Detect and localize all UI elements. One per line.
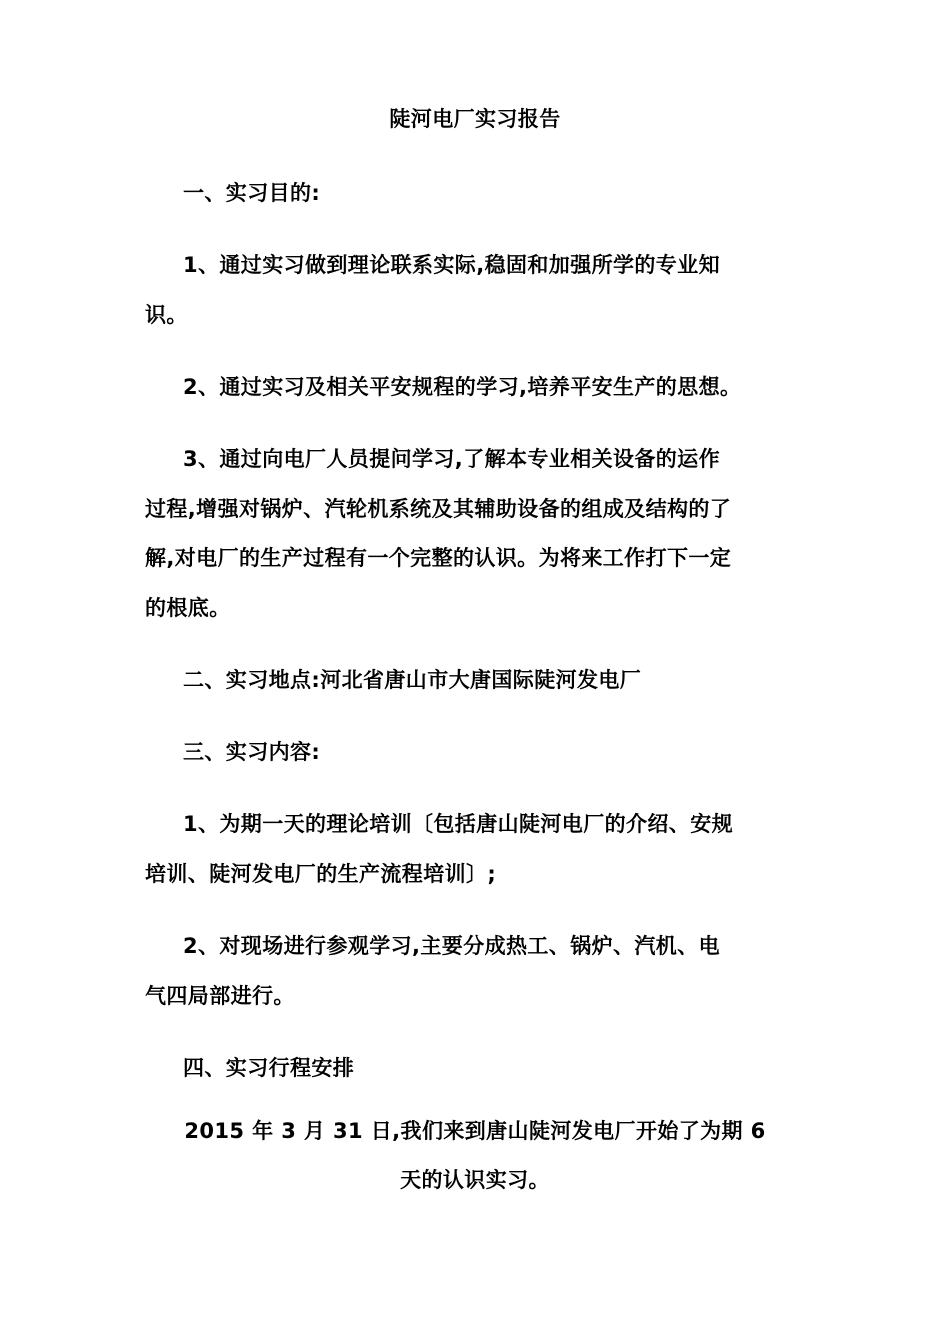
paragraph-line: 气四局部进行。 xyxy=(145,984,295,1008)
section-heading-schedule: 四、实习行程安排 xyxy=(183,1056,355,1080)
paragraph-line: 2、通过实习及相关平安规程的学习,培养平安生产的思想。 xyxy=(183,375,742,399)
section-heading-purpose: 一、实习目的: xyxy=(183,181,321,205)
paragraph-line: 的根底。 xyxy=(145,596,231,620)
paragraph-line: 2、对现场进行参观学习,主要分成热工、锅炉、汽机、电 xyxy=(183,934,720,958)
paragraph-line: 过程,增强对锅炉、汽轮机系统及其辅助设备的组成及结构的了 xyxy=(145,497,732,521)
paragraph-line: 解,对电厂的生产过程有一个完整的认识。为将来工作打下一定 xyxy=(145,546,732,570)
paragraph-line: 1、为期一天的理论培训〔包括唐山陡河电厂的介绍、安规 xyxy=(183,812,734,836)
section-heading-content: 三、实习内容: xyxy=(183,740,321,764)
paragraph-line: 识。 xyxy=(145,303,188,327)
paragraph-line: 2015 年 3 月 31 日,我们来到唐山陡河发电厂开始了为期 6 xyxy=(184,1119,766,1143)
paragraph-line: 天的认识实习。 xyxy=(400,1168,550,1192)
paragraph-line: 1、通过实习做到理论联系实际,稳固和加强所学的专业知 xyxy=(183,253,720,277)
paragraph-line: 3、通过向电厂人员提问学习,了解本专业相关设备的运作 xyxy=(183,447,720,471)
document-title: 陡河电厂实习报告 xyxy=(389,107,561,131)
section-heading-location: 二、实习地点:河北省唐山市大唐国际陡河发电厂 xyxy=(183,668,642,692)
paragraph-line: 培训、陡河发电厂的生产流程培训〕; xyxy=(145,862,497,886)
